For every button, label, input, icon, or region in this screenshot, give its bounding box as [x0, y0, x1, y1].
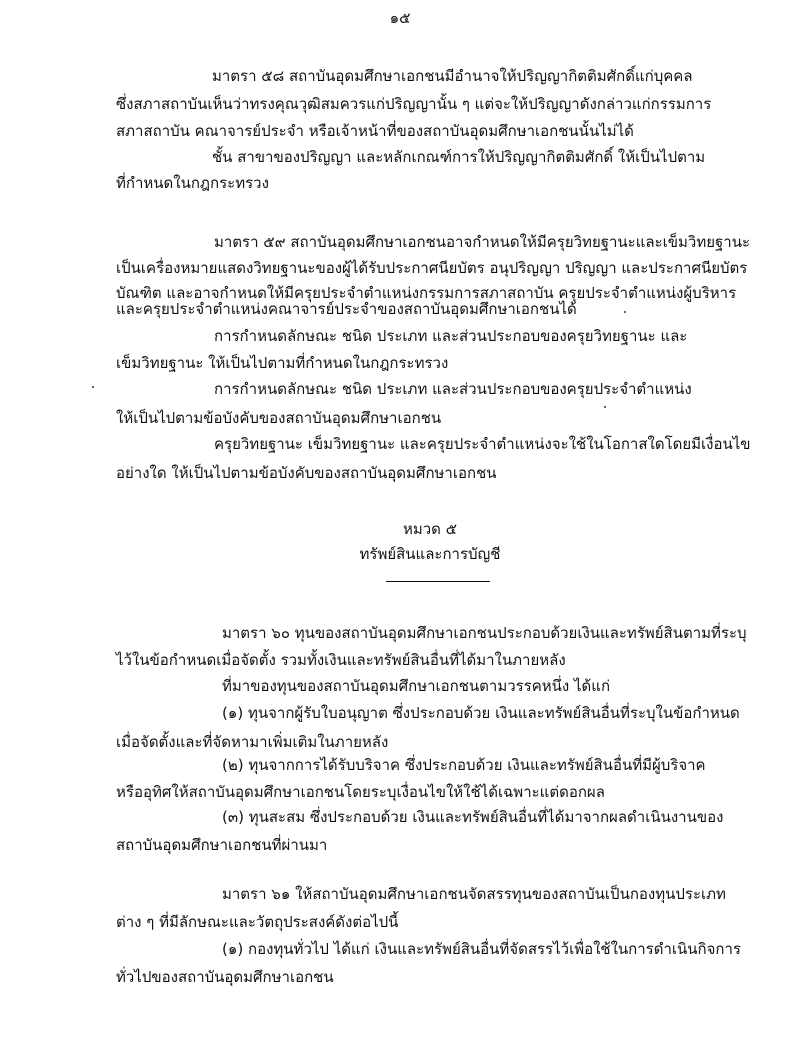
chapter-title: ทรัพย์สินและการบัญชี: [359, 545, 501, 563]
section-59-line-4: และครุยประจำตำแหน่งคณาจารย์ประจำของสถาบันอุดมศึกษาเอกชนได้: [116, 300, 577, 318]
section-59-line-3: บัณฑิต และอาจกำหนดให้มีครุยประจำตำแหน่งกรรมการสภาสถาบัน ครุยประจำตำแหน่งผู้บริหาร: [116, 284, 737, 302]
section-60-line-3: ที่มาของทุนของสถาบันอุดมศึกษาเอกชนตามวรรคหนึ่ง ได้แก่: [222, 677, 611, 695]
section-61-line-2: ต่าง ๆ ที่มีลักษณะและวัตถุประสงค์ดังต่อไปนี้: [116, 913, 399, 931]
section-59-line-2: เป็นเครื่องหมายแสดงวิทยฐานะของผู้ได้รับประกาศนียบัตร อนุปริญญา ปริญญา และประกาศนียบัตร: [116, 259, 748, 277]
chapter-number: หมวด ๕: [402, 520, 458, 538]
section-58-line-2: ซึ่งสภาสถาบันเห็นว่าทรงคุณวุฒิสมควรแก่ปริญญานั้น ๆ แต่จะให้ปริญญาดังกล่าวแก่กรรมการ: [116, 95, 712, 113]
section-60-line-7: หรืออุทิศให้สถาบันอุดมศึกษาเอกชนโดยระบุเงื่อนไขให้ใช้ได้เฉพาะแต่ดอกผล: [116, 783, 605, 801]
section-58-line-5: ที่กำหนดในกฎกระทรวง: [116, 174, 269, 192]
section-60-line-9: สถาบันอุดมศึกษาเอกชนที่ผ่านมา: [116, 836, 328, 854]
section-59-line-5: การกำหนดลักษณะ ชนิด ประเภท และส่วนประกอบของครุยวิทยฐานะ และ: [214, 327, 688, 345]
section-61-line-4: ทั่วไปของสถาบันอุดมศึกษาเอกชน: [116, 968, 334, 986]
section-59-line-10: อย่างใด ให้เป็นไปตามข้อบังคับของสถาบันอุดมศึกษาเอกชน: [116, 464, 497, 482]
section-60-line-6: (๒) ทุนจากการได้รับบริจาค ซึ่งประกอบด้วย เงินและทรัพย์สินอื่นที่มีผู้บริจาค: [222, 756, 706, 774]
chapter-divider: [386, 581, 490, 582]
section-59-line-8: ให้เป็นไปตามข้อบังคับของสถาบันอุดมศึกษาเอกชน: [116, 409, 442, 427]
scan-speck: [92, 386, 94, 388]
section-59-line-1: มาตรา ๕๙ สถาบันอุดมศึกษาเอกชนอาจกำหนดให้มีครุยวิทยฐานะและเข็มวิทยฐานะ: [214, 233, 751, 251]
section-60-line-5: เมื่อจัดตั้งและที่จัดหามาเพิ่มเติมในภายหลัง: [116, 733, 389, 751]
section-60-line-8: (๓) ทุนสะสม ซึ่งประกอบด้วย เงินและทรัพย์สินอื่นที่ได้มาจากผลดำเนินงานของ: [222, 808, 724, 826]
page-number: ๑๕: [389, 9, 411, 27]
section-59-line-7: การกำหนดลักษณะ ชนิด ประเภท และส่วนประกอบของครุยประจำตำแหน่ง: [214, 380, 692, 398]
section-58-line-3: สภาสถาบัน คณาจารย์ประจำ หรือเจ้าหน้าที่ของสถาบันอุดมศึกษาเอกชนนั้นไม่ได้: [116, 122, 634, 140]
section-61-line-3: (๑) กองทุนทั่วไป ได้แก่ เงินและทรัพย์สินอื่นที่จัดสรรไว้เพื่อใช้ในการดำเนินกิจการ: [222, 940, 741, 958]
section-58-line-4: ชั้น สาขาของปริญญา และหลักเกณฑ์การให้ปริญญากิตติมศักดิ์ ให้เป็นไปตาม: [212, 148, 706, 166]
scan-speck: [624, 311, 626, 313]
section-58-line-1: มาตรา ๕๘ สถาบันอุดมศึกษาเอกชนมีอำนาจให้ปริญญากิตติมศักดิ์แก่บุคคล: [212, 67, 693, 85]
section-59-line-6: เข็มวิทยฐานะ ให้เป็นไปตามที่กำหนดในกฎกระทรวง: [116, 354, 449, 372]
section-60-line-2: ไว้ในข้อกำหนดเมื่อจัดตั้ง รวมทั้งเงินและทรัพย์สินอื่นที่ได้มาในภายหลัง: [116, 651, 566, 669]
section-59-line-9: ครุยวิทยฐานะ เข็มวิทยฐานะ และครุยประจำตำแหน่งจะใช้ในโอกาสใดโดยมีเงื่อนไข: [214, 435, 751, 453]
scan-speck: [604, 406, 606, 408]
section-61-line-1: มาตรา ๖๑ ให้สถาบันอุดมศึกษาเอกชนจัดสรรทุนของสถาบันเป็นกองทุนประเภท: [222, 885, 726, 903]
section-60-line-1: มาตรา ๖๐ ทุนของสถาบันอุดมศึกษาเอกชนประกอบด้วยเงินและทรัพย์สินตามที่ระบุ: [222, 624, 747, 642]
section-60-line-4: (๑) ทุนจากผู้รับใบอนุญาต ซึ่งประกอบด้วย เงินและทรัพย์สินอื่นที่ระบุในข้อกำหนด: [222, 704, 740, 722]
